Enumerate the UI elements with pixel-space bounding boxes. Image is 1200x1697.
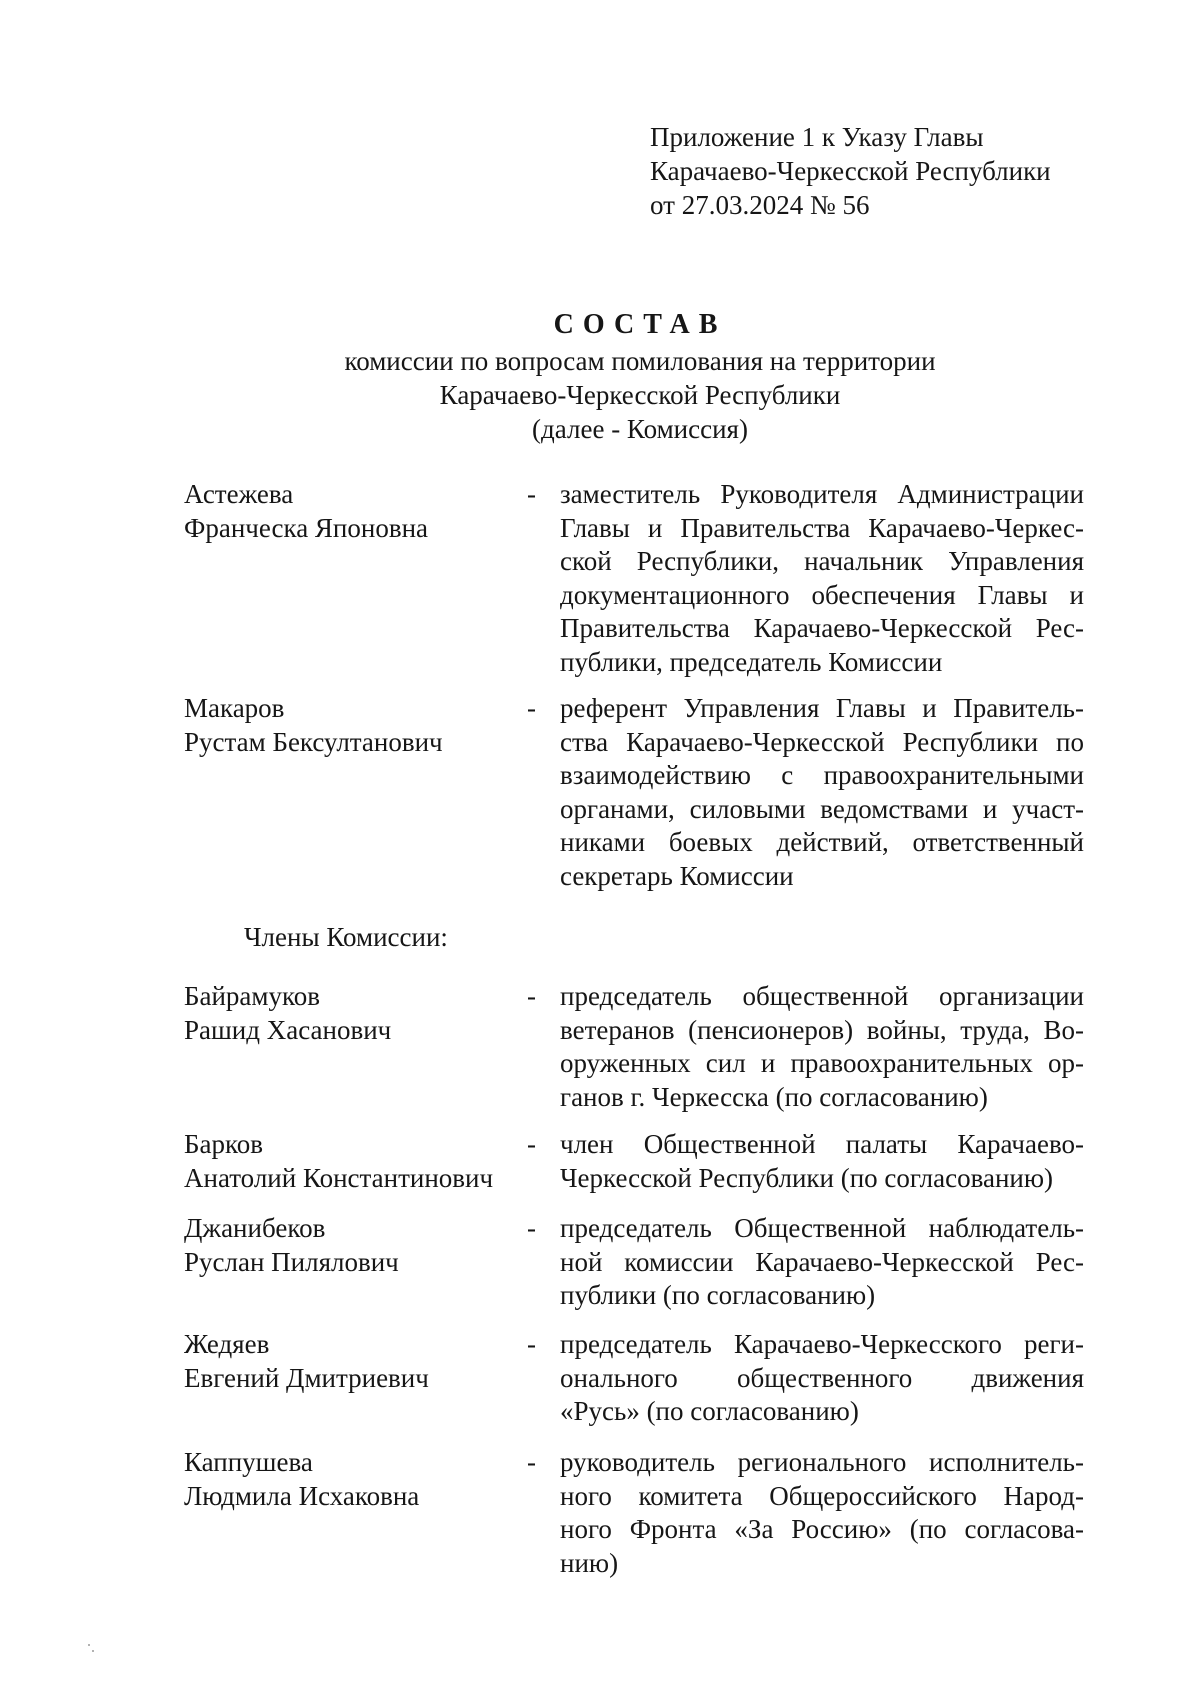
member-surname: Барков [184, 1129, 263, 1159]
position-line: председатель общественной организации [560, 981, 1084, 1011]
position-line: ветеранов (пенсионеров) войны, труда, Во- [560, 1014, 1084, 1045]
position-line: референт Управления Главы и Правитель- [560, 693, 1084, 723]
annex-line-1: Приложение 1 к Указу Главы [650, 122, 984, 152]
member-given-names: Рустам Бексултанович [184, 726, 443, 757]
position-line: ного комитета Общероссийского Народ- [560, 1480, 1084, 1511]
annex-line-2: Карачаево-Черкесской Республики [650, 156, 1051, 186]
position-line: онального общественного движения [560, 1362, 1084, 1393]
position-line: публики (по согласованию) [560, 1280, 876, 1310]
member-position [560, 478, 1084, 679]
position-line: ной комиссии Карачаево-Черкесской Рес- [560, 1246, 1084, 1277]
annex-line-3: от 27.03.2024 № 56 [650, 190, 870, 220]
member-name [184, 478, 428, 545]
position-line: Главы и Правительства Карачаево-Черкес- [560, 512, 1084, 543]
title-line-1: комиссии по вопросам помилования на территории [344, 346, 936, 376]
member-surname: Каппушева [184, 1447, 313, 1477]
member-position [560, 1128, 1084, 1195]
position-line: оруженных сил и правоохранительных ор- [560, 1048, 1084, 1078]
position-line: заместитель Руководителя Администрации [560, 479, 1084, 509]
member-name [184, 1128, 493, 1195]
position-line: Черкесской Республики (по согласованию) [560, 1162, 1054, 1193]
dash-separator: - [527, 693, 536, 723]
member-position [560, 980, 1084, 1114]
member-name [184, 1328, 429, 1395]
member-position [560, 1328, 1084, 1429]
member-surname: Жедяев [184, 1329, 270, 1359]
member-name [184, 980, 391, 1047]
member-position [560, 1212, 1084, 1313]
title-line-3: (далее - Комиссия) [532, 414, 748, 444]
position-line: ного Фронта «За Россию» (по согласова- [560, 1514, 1084, 1544]
position-line: никами боевых действий, ответственный [560, 827, 1084, 857]
position-line: ства Карачаево-Черкесской Республики по [560, 726, 1084, 757]
position-line: взаимодействию с правоохранительными [560, 760, 1084, 790]
title-line-2: Карачаево-Черкесской Республики [439, 380, 841, 410]
position-line: ской Республики, начальник Управления [560, 546, 1084, 576]
position-line: секретарь Комиссии [560, 860, 794, 891]
dash-separator: - [527, 1447, 536, 1477]
position-line: член Общественной палаты Карачаево- [560, 1129, 1084, 1159]
member-surname: Байрамуков [184, 981, 321, 1011]
position-line: Правительства Карачаево-Черкесской Рес- [560, 613, 1084, 643]
annex-header [650, 120, 1051, 222]
member-given-names: Евгений Дмитриевич [184, 1362, 429, 1393]
position-line: публики, председатель Комиссии [560, 646, 943, 677]
member-surname: Макаров [184, 693, 285, 723]
member-given-names: Франческа Японовна [184, 512, 429, 543]
dash-separator: - [527, 1213, 536, 1243]
position-line: председатель Карачаево-Черкесского реги- [560, 1329, 1084, 1359]
position-line: нию) [560, 1547, 619, 1578]
member-name [184, 692, 443, 759]
scan-speck [92, 1650, 94, 1652]
dash-separator: - [527, 479, 536, 509]
dash-separator: - [527, 1329, 536, 1359]
members-heading: Члены Комиссии: [244, 922, 448, 952]
position-line: ганов г. Черкесска (по согласованию) [560, 1081, 988, 1112]
member-name [184, 1212, 399, 1279]
position-line: документационного обеспечения Главы и [560, 579, 1084, 610]
member-given-names: Людмила Исхаковна [184, 1480, 420, 1511]
position-line: председатель Общественной наблюдатель- [560, 1213, 1084, 1243]
dash-separator: - [527, 981, 536, 1011]
member-position [560, 692, 1084, 893]
position-line: руководитель регионального исполнитель- [560, 1447, 1084, 1477]
member-position [560, 1446, 1084, 1580]
member-given-names: Руслан Пилялович [184, 1246, 399, 1277]
member-given-names: Рашид Хасанович [184, 1014, 392, 1045]
scan-speck [88, 1644, 90, 1646]
member-surname: Джанибеков [184, 1213, 326, 1243]
member-name [184, 1446, 419, 1513]
title-main: СОСТАВ [553, 309, 727, 340]
document-title [0, 308, 1200, 446]
dash-separator: - [527, 1129, 536, 1159]
member-given-names: Анатолий Константинович [184, 1162, 494, 1193]
position-line: органами, силовыми ведомствами и участ- [560, 793, 1084, 824]
position-line: «Русь» (по согласованию) [560, 1396, 859, 1426]
member-surname: Астежева [184, 479, 294, 509]
